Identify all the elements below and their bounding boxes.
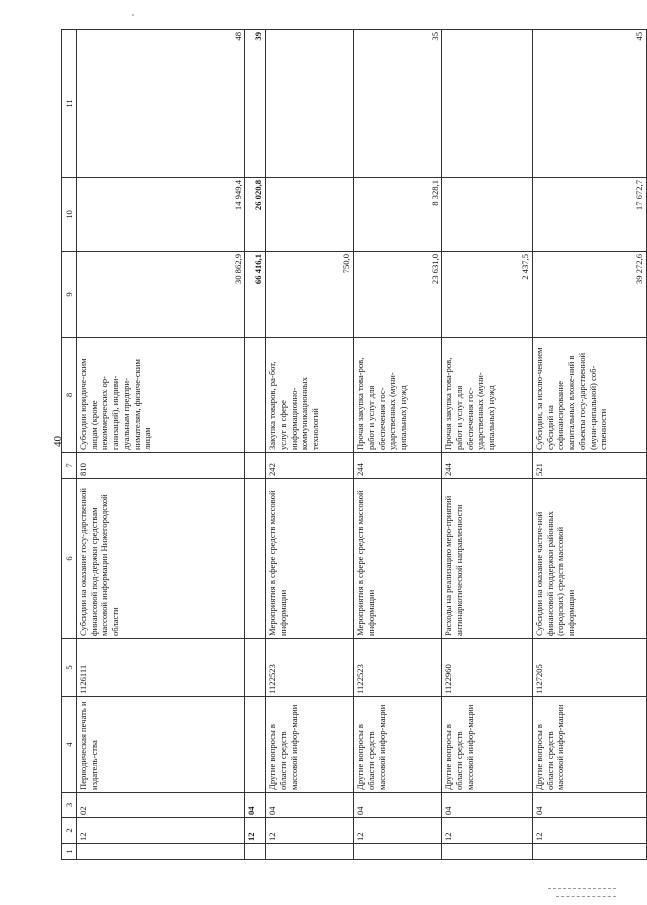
- table-row: [354, 30, 442, 860]
- cell-subsection-name: Другие вопросы в области средств массовой инфор-мации: [354, 697, 442, 793]
- cell-article-name: Мероприятия в сфере средств массовой информации: [266, 479, 354, 639]
- header-cell: 10: [62, 178, 77, 252]
- cell-article-name: Расходы на реализацию меро-приятий антинаркотической направленности: [442, 479, 533, 639]
- cell-article-name: Субсидии на оказание госу-дарственной финансовой под-держки средствам массовой информации Нижегородской области: [77, 479, 245, 639]
- header-cell: 6: [62, 479, 77, 639]
- cell-target-article: 1122523: [354, 639, 442, 697]
- cell-actual: [266, 178, 354, 252]
- table-row: [442, 30, 533, 860]
- cell-section: 12: [442, 818, 533, 844]
- header-cell: 9: [62, 252, 77, 338]
- header-cell: 8: [62, 338, 77, 453]
- table-row: [266, 30, 354, 860]
- cell-actual: 8 328,1: [354, 178, 442, 252]
- header-cell: 4: [62, 697, 77, 793]
- cell-article-name: [245, 479, 266, 639]
- cell-percent: [266, 30, 354, 178]
- cell-expense-type-name: [245, 338, 266, 453]
- cell-subsection: 04: [354, 793, 442, 818]
- cell-percent: 35: [354, 30, 442, 178]
- cell-subsection-name: [245, 697, 266, 793]
- header-cell: 3: [62, 793, 77, 818]
- page-number: 40: [52, 436, 64, 447]
- header-cell: 1: [62, 844, 77, 860]
- cell-plan: 30 862,9: [77, 252, 245, 338]
- cell-expense-type-name: Субсидии юридиче-ским лицам (кроме некоммерческих ор-ганизаций), индиви-дуальным предпри-нимателям, физиче-ским лицам: [77, 338, 245, 453]
- cell-actual: 26 020,8: [245, 178, 266, 252]
- cell-subsection-name: Другие вопросы в области средств массовой инфор-мации: [266, 697, 354, 793]
- table-row: [532, 30, 646, 860]
- table-row: [77, 30, 245, 860]
- cell-target-article: 1127205: [532, 639, 646, 697]
- cell-subsection: 02: [77, 793, 245, 818]
- cell-expense-type: [245, 453, 266, 479]
- cell-section: 12: [532, 818, 646, 844]
- cell-expense-type: 242: [266, 453, 354, 479]
- cell-article-name: Мероприятия в сфере средств массовой информации: [354, 479, 442, 639]
- cell-percent: 39: [245, 30, 266, 178]
- cell-plan: 66 416,1: [245, 252, 266, 338]
- cell-plan: 39 272,6: [532, 252, 646, 338]
- cell-section: 12: [77, 818, 245, 844]
- cell-section: 12: [354, 818, 442, 844]
- cell-expense-type-name: Прочая закупка това-ров, работ и услуг для обеспечения гос-ударственных (муни-ципальных) нужд: [442, 338, 533, 453]
- cell-subsection: 04: [245, 793, 266, 818]
- cell-percent: 45: [532, 30, 646, 178]
- cell-plan: 23 631,0: [354, 252, 442, 338]
- cell-subsection-name: Периодическая печать и издатель-ства: [77, 697, 245, 793]
- cell-target-article: [245, 639, 266, 697]
- cell-expense-type: 244: [442, 453, 533, 479]
- cell-subsection: 04: [532, 793, 646, 818]
- cell-target-article: 1122960: [442, 639, 533, 697]
- budget-table-rotated: [61, 30, 647, 860]
- scan-artifact-line: [548, 888, 616, 889]
- cell-actual: 17 672,7: [532, 178, 646, 252]
- header-row: [62, 30, 77, 860]
- cell-plan: 750,0: [266, 252, 354, 338]
- cell-col1: [532, 844, 646, 860]
- header-cell: 2: [62, 818, 77, 844]
- cell-subsection: 04: [266, 793, 354, 818]
- cell-subsection: 04: [442, 793, 533, 818]
- cell-section: 12: [266, 818, 354, 844]
- header-cell: 7: [62, 453, 77, 479]
- cell-subsection-name: Другие вопросы в области средств массовой инфор-мации: [532, 697, 646, 793]
- cell-article-name: Субсидии на оказание частич-ной финансовой поддержки районных (городских) средств массовой информации: [532, 479, 646, 639]
- cell-expense-type-name: Закупка товаров, ра-бот, услуг в сфере информационно-коммуникационных технологий: [266, 338, 354, 453]
- cell-percent: [442, 30, 533, 178]
- cell-section: 12: [245, 818, 266, 844]
- cell-expense-type-name: Прочая закупка това-ров, работ и услуг для обеспечения гос-ударственных (муни-ципальных) нужд: [354, 338, 442, 453]
- budget-table: [61, 29, 647, 860]
- cell-actual: [442, 178, 533, 252]
- cell-expense-type: 521: [532, 453, 646, 479]
- cell-percent: 48: [77, 30, 245, 178]
- cell-actual: 14 949,4: [77, 178, 245, 252]
- cell-expense-type-name: Субсидии, за исклю-чением субсидий на софинансирование капитальных вложе-ний в объекты госу-дарственной (муни-ципальной) соб-ственности: [532, 338, 646, 453]
- scan-artifact-line: [556, 896, 616, 897]
- table-row-subtotal: [245, 30, 266, 860]
- cell-col1: [442, 844, 533, 860]
- cell-target-article: 1126111: [77, 639, 245, 697]
- cell-col1: [245, 844, 266, 860]
- cell-col1: [77, 844, 245, 860]
- cell-col1: [266, 844, 354, 860]
- scan-artifact-dot: [132, 14, 134, 16]
- cell-expense-type: 810: [77, 453, 245, 479]
- header-cell: 11: [62, 30, 77, 178]
- header-cell: 5: [62, 639, 77, 697]
- cell-col1: [354, 844, 442, 860]
- cell-plan: 2 437,5: [442, 252, 533, 338]
- cell-expense-type: 244: [354, 453, 442, 479]
- cell-target-article: 1122523: [266, 639, 354, 697]
- cell-subsection-name: Другие вопросы в области средств массовой инфор-мации: [442, 697, 533, 793]
